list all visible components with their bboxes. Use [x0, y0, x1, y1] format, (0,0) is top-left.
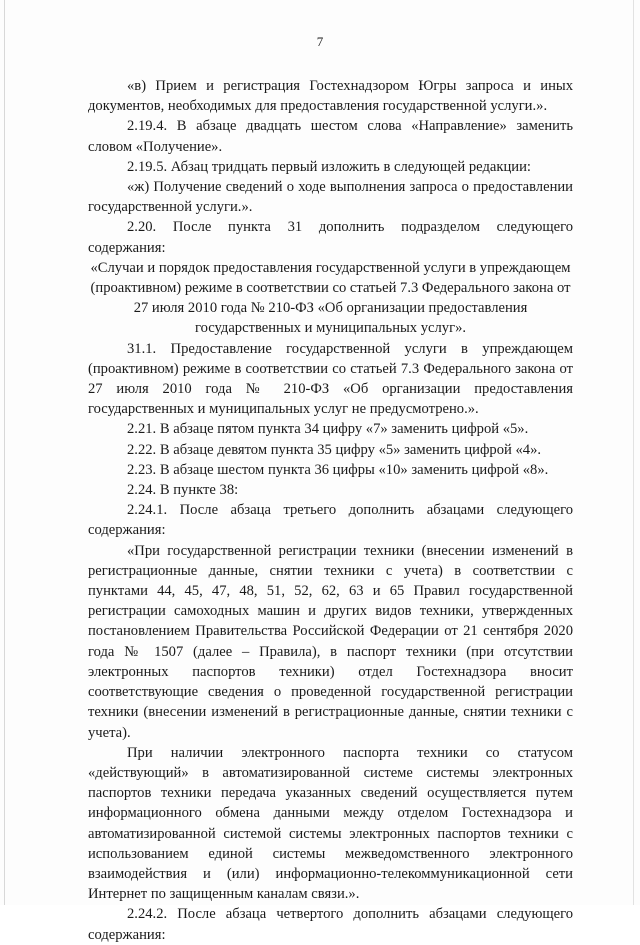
paragraph-9: 2.22. В абзаце девятом пункта 35 цифру «5» заменить цифрой «4». — [127, 441, 542, 458]
paragraph-13: «При государственной регистрации техники (внесении изменений в регистрационные данные, снятии техники с учета) в соответствии с пунктами 44, 45, 47, 48, 51, 52, 62, 63 и 65 Правил государственной регистрации самоходных машин и других видов техники, утвержденных постановлением Правительства Российской Федерации от 21 сентября 2020 года № 1507 (далее – Правила), в паспорт техники (при отсутствии электронных паспортов техники) отдел Гостехнадзора вносит соответствующие сведения о проведенной государственной регистрации техники (внесении изменений в регистрационные данные, снятии техники с учета). — [88, 542, 573, 741]
paragraph-4: «ж) Получение сведений о ходе выполнения запроса о предоставлении государственной услуги.». — [88, 179, 573, 216]
paragraph-3: 2.19.5. Абзац тридцать первый изложить в следующей редакции: — [127, 158, 531, 175]
paragraph-11: 2.24. В пункте 38: — [127, 482, 239, 499]
section-heading: «Случаи и порядок предоставления государственной услуги в упреждающем (проактивном) режиме в соответствии со статьей 7.3 Федерального закона от 27 июля 2010 года № 210-ФЗ «Об организации предоставления государственных и муниципальных услуг». — [90, 259, 571, 337]
paragraph-7: 31.1. Предоставление государственной услуги в упреждающем (проактивном) режиме в соответствии со статьей 7.3 Федерального закона от 27 июля 2010 года № 210-ФЗ «Об организации предоставления государственных и муниципальных услуг не предусмотрено.». — [88, 340, 573, 418]
page-edge-right — [633, 0, 634, 905]
paragraph-2: 2.19.4. В абзаце двадцать шестом слова «Направление» заменить словом «Получение». — [88, 118, 573, 155]
paragraph-1: «в) Прием и регистрация Гостехнадзором Югры запроса и иных документов, необходимых для предоставления государственной услуги.». — [88, 78, 573, 115]
paragraph-5: 2.20. После пункта 31 дополнить подразделом следующего содержания: — [88, 219, 573, 256]
paragraph-15: 2.24.2. После абзаца четвертого дополнить абзацами следующего содержания: — [88, 906, 573, 943]
paragraph-14: При наличии электронного паспорта техники со статусом «действующий» в автоматизированной системе системы электронных паспортов техники передача указанных сведений осуществляется путем информационного обмена данными между отделом Гостехнадзора и автоматизированной системой системы электронных паспортов техники с использованием единой системы межведомственного электронного взаимодействия и (или) информационно-телекоммуникационной сети Интернет по защищенным каналам связи.». — [88, 744, 573, 903]
page-number: 7 — [316, 34, 324, 49]
paragraph-8: 2.21. В абзаце пятом пункта 34 цифру «7» заменить цифрой «5». — [127, 421, 529, 438]
page-edge-left — [4, 0, 5, 905]
paragraph-12: 2.24.1. После абзаца третьего дополнить абзацами следующего содержания: — [88, 502, 573, 539]
paragraph-10: 2.23. В абзаце шестом пункта 36 цифры «10» заменить цифрой «8». — [127, 461, 549, 478]
document-body — [88, 76, 573, 945]
